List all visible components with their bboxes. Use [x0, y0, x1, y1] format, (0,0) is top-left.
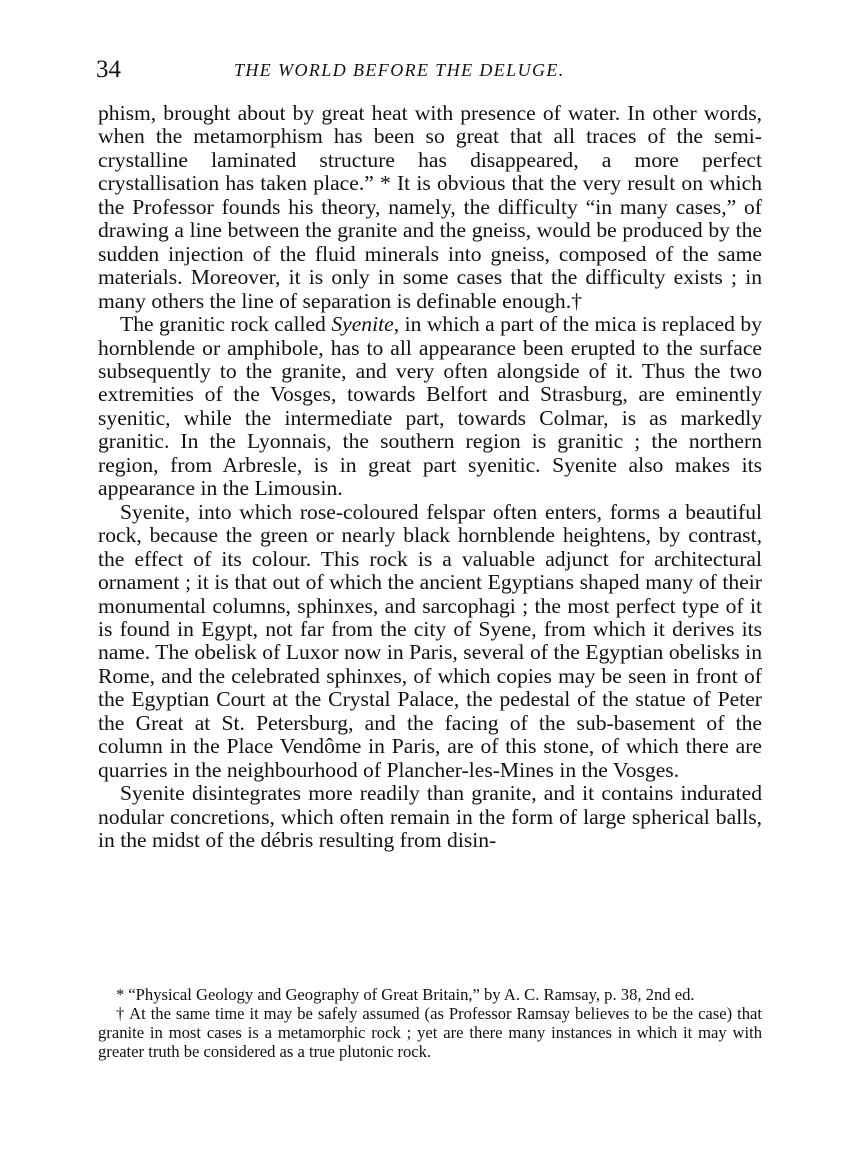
paragraph-text: Syenite, into which rose-coloured felspar often enters, forms a beautiful rock, because the green or nearly black hornblende heightens, by contrast, the effect of its colour. This rock is a valuable adjunct for architectural ornament ; it is that out of which the ancient Egyptians shaped many of their monumental columns, sphinxes, and sarcophagi ; the most perfect type of it is found in Egypt, not far from the city of Syene, from which it derives its name. The obelisk of Luxor now in Paris, several of the Egyptian obelisks in Rome, and the celebrated sphinxes, of which copies may be seen in front of the Egyptian Court at the Crystal Palace, the pedestal of the statue of Peter the Great at St. Petersburg, and the facing of the sub-basement of the column in the Place Vendôme in Paris, are of this stone, of which there are quarries in the neighbourhood of Plancher-les-Mines in the Vosges. — [98, 499, 762, 782]
footnote-mark: * — [116, 985, 125, 1004]
paragraph-text: , in which a part of the mica is replaced by hornblende or amphibole, has to all appearance been erupted to the surface subsequently to the granite, and very often alongside of it. Thus the two extremities of the Vosges, towards Belfort and Strasburg, are eminently syenitic, while the intermediate part, towards Colmar, is as markedly granitic. In the Lyonnais, the southern region is granitic ; the northern region, from Arbresle, is in great part syenitic. Syenite also makes its appearance in the Limousin. — [98, 312, 762, 501]
footnotes — [98, 985, 762, 1061]
italic-term: Syenite — [331, 312, 394, 337]
paragraph-text: Syenite disintegrates more readily than granite, and it contains indurated nodular concretions, which often remain in the form of large spherical balls, in the midst of the débris resulting from disin- — [98, 781, 762, 853]
paragraph-syenite-uses — [98, 501, 762, 782]
body-text — [98, 102, 762, 853]
footnote-text: At the same time it may be safely assumed (as Professor Ramsay believes to be the case) that granite in most cases is a metamorphic rock ; yet are there many instances in which it may with greater truth be considered as a true plutonic rock. — [98, 1004, 762, 1061]
paragraph-text: phism, brought about by great heat with presence of water. In other words, when the metamorphism has been so great that all traces of the semi-crystalline laminated structure has disappeared, a more perfect crystallisation has taken place.” * It is obvious that the very result on which the Professor founds his theory, namely, the difficulty “in many cases,” of drawing a line between the granite and the gneiss, would be produced by the sudden injection of the fluid minerals into gneiss, composed of the same materials. Moreover, it is only in some cases that the difficulty exists ; in many others the line of separation is definable enough.† — [98, 101, 762, 313]
paragraph-continued — [98, 102, 762, 313]
footnote — [98, 985, 762, 1004]
footnote-text: “Physical Geology and Geography of Great Britain,” by A. C. Ramsay, p. 38, 2nd ed. — [128, 985, 695, 1004]
paragraph-syenite-disintegration — [98, 782, 762, 852]
footnote-mark: † — [116, 1004, 126, 1023]
running-title: THE WORLD BEFORE THE DELUGE. — [234, 60, 565, 80]
paragraph-syenite-definition — [98, 313, 762, 501]
page-number: 34 — [96, 56, 121, 83]
paragraph-text: The granitic rock called — [120, 312, 332, 337]
page-header — [96, 56, 766, 88]
footnote — [98, 1004, 762, 1061]
